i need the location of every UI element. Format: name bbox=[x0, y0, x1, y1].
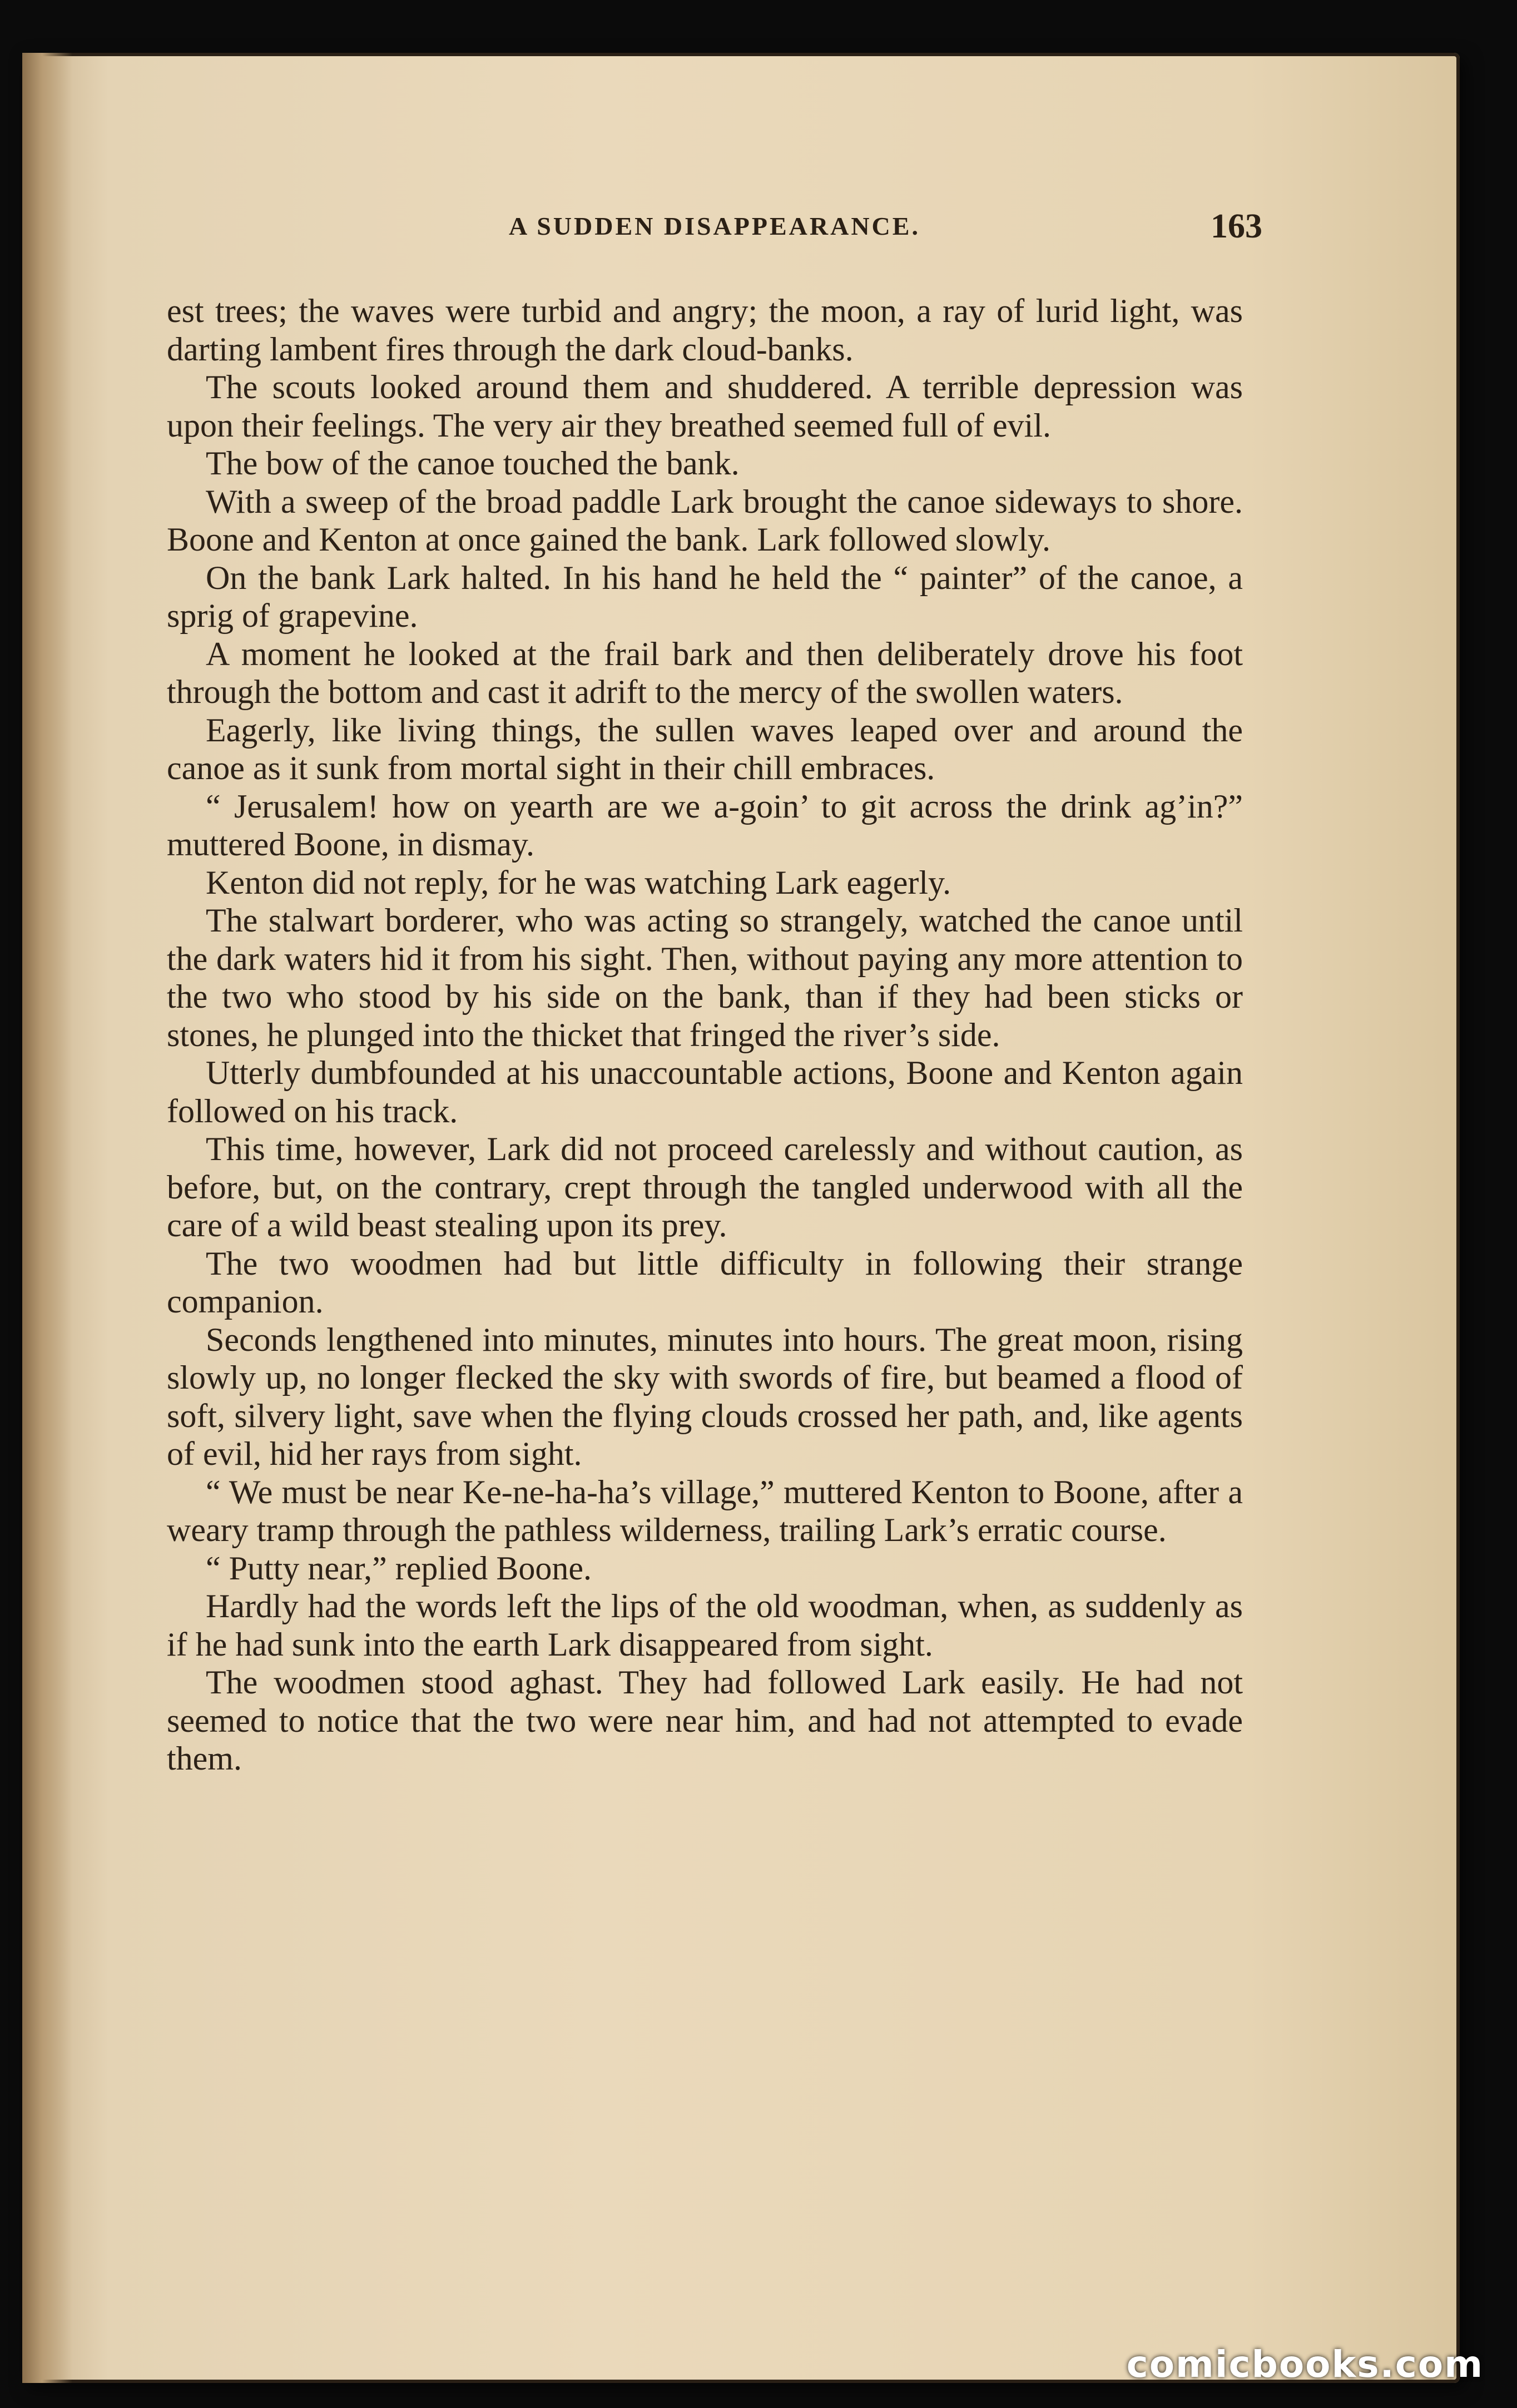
page-number: 163 bbox=[1211, 207, 1262, 245]
paragraph: The bow of the canoe touched the bank. bbox=[206, 445, 740, 482]
paragraph: This time, however, Lark did not proceed carelessly and without caution, as before, but, on the contrary, crept through the tangled underwood with all the care of a wild beast stealing upon its prey. bbox=[167, 1131, 1243, 1243]
paragraph: “ Jerusalem! how on yearth are we a-goin’ to git across the drink ag’in?” muttered Boone, in dismay. bbox=[167, 787, 1243, 863]
paragraph: The two woodmen had but little difficulty in following their strange companion. bbox=[167, 1245, 1243, 1320]
body-text bbox=[167, 292, 1243, 1778]
paragraph: est trees; the waves were turbid and angry; the moon, a ray of lurid light, was darting lambent fires through the dark cloud-banks. bbox=[167, 293, 1243, 368]
paragraph: “ We must be near Ke-ne-ha-ha’s village,” muttered Kenton to Boone, after a weary tramp through the pathless wilderness, trailing Lark’s erratic course. bbox=[167, 1473, 1243, 1548]
paragraph: “ Putty near,” replied Boone. bbox=[206, 1549, 592, 1587]
paragraph: Seconds lengthened into minutes, minutes into hours. The great moon, rising slowly up, no longer flecked the sky with swords of fire, but beamed a flood of soft, silvery light, save when the flying clouds crossed her path, and, like agents of evil, hid her rays from sight. bbox=[167, 1321, 1243, 1472]
paragraph: The stalwart borderer, who was acting so strangely, watched the canoe until the dark waters hid it from his sight. Then, without paying any more attention to the two who stood by his side on the bank, than if they had been sticks or stones, he plunged into the thicket that fringed the river’s side. bbox=[167, 902, 1243, 1053]
page-gutter-shadow bbox=[22, 53, 72, 2383]
paragraph: Kenton did not reply, for he was watching Lark eagerly. bbox=[206, 864, 951, 901]
paragraph: Eagerly, like living things, the sullen waves leaped over and around the canoe as it sunk from mortal sight in their chill embraces. bbox=[167, 711, 1243, 786]
paragraph: The woodmen stood aghast. They had followed Lark easily. He had not seemed to notice that the two were near him, and had not attempted to evade them. bbox=[167, 1664, 1243, 1777]
paragraph: Utterly dumbfounded at his unaccountable actions, Boone and Kenton again followed on his track. bbox=[167, 1054, 1243, 1129]
paragraph: With a sweep of the broad paddle Lark brought the canoe sideways to shore. Boone and Kenton at once gained the bank. Lark followed slowly. bbox=[167, 483, 1243, 558]
paragraph: Hardly had the words left the lips of the old woodman, when, as suddenly as if he had sunk into the earth Lark disappeared from sight. bbox=[167, 1588, 1243, 1663]
paragraph: On the bank Lark halted. In his hand he held the “ painter” of the canoe, a sprig of grapevine. bbox=[167, 559, 1243, 634]
running-head: A SUDDEN DISAPPEARANCE. bbox=[509, 212, 920, 240]
page-header bbox=[167, 207, 1262, 261]
paragraph: The scouts looked around them and shuddered. A terrible depression was upon their feelings. The very air they breathed seemed full of evil. bbox=[167, 369, 1243, 444]
paragraph: A moment he looked at the frail bark and then deliberately drove his foot through the bottom and cast it adrift to the mercy of the swollen waters. bbox=[167, 635, 1243, 710]
site-watermark: comicbooks.com bbox=[1126, 2343, 1484, 2386]
